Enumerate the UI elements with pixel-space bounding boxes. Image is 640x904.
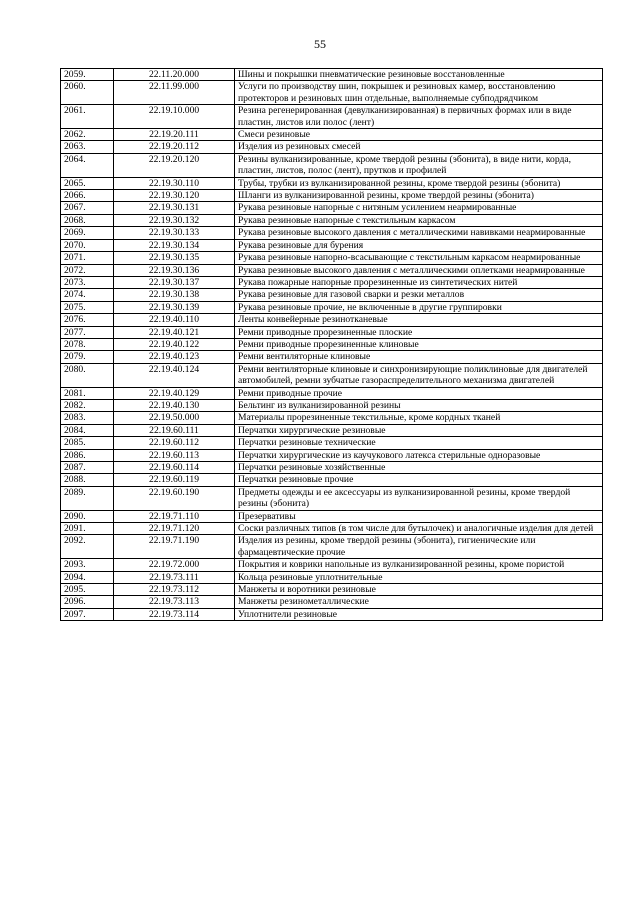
table-row [61, 105, 603, 129]
table-row [61, 387, 603, 399]
table-row [61, 596, 603, 608]
table-row [61, 510, 603, 522]
code-cell: 22.19.30.131 [114, 202, 235, 214]
table-row [61, 523, 603, 535]
code-cell: 22.19.60.111 [114, 424, 235, 436]
table-row [61, 449, 603, 461]
description-cell: Рукава резиновые напорные с текстильным каркасом [235, 214, 603, 226]
code-cell: 22.19.30.133 [114, 227, 235, 239]
description-cell: Рукава резиновые для газовой сварки и резки металлов [235, 289, 603, 301]
description-cell: Резина регенерированная (девулканизированная) в первичных формах или в виде пластин, листов или полос (лент) [235, 105, 603, 129]
code-cell: 22.19.20.111 [114, 129, 235, 141]
table-row [61, 424, 603, 436]
description-cell: Манжеты и воротники резиновые [235, 584, 603, 596]
code-cell: 22.19.20.112 [114, 141, 235, 153]
row-number-cell: 2079. [61, 351, 114, 363]
row-number-cell: 2086. [61, 449, 114, 461]
code-cell: 22.19.20.120 [114, 153, 235, 177]
row-number-cell: 2076. [61, 314, 114, 326]
table-row [61, 190, 603, 202]
description-cell: Ремни приводные прочие [235, 387, 603, 399]
description-cell: Уплотнители резиновые [235, 608, 603, 620]
table-row [61, 462, 603, 474]
code-cell: 22.19.30.135 [114, 252, 235, 264]
row-number-cell: 2066. [61, 190, 114, 202]
code-cell: 22.19.60.114 [114, 462, 235, 474]
row-number-cell: 2077. [61, 326, 114, 338]
code-cell: 22.19.40.130 [114, 399, 235, 411]
description-cell: Изделия из резиновых смесей [235, 141, 603, 153]
description-cell: Рукава резиновые напорные с нитяным усилением неармированные [235, 202, 603, 214]
table-row [61, 474, 603, 486]
code-cell: 22.19.30.136 [114, 264, 235, 276]
table-row [61, 264, 603, 276]
code-cell: 22.19.10.000 [114, 105, 235, 129]
row-number-cell: 2063. [61, 141, 114, 153]
row-number-cell: 2092. [61, 535, 114, 559]
description-cell: Ремни приводные прорезиненные клиновые [235, 338, 603, 350]
row-number-cell: 2070. [61, 239, 114, 251]
table-row [61, 289, 603, 301]
description-cell: Презервативы [235, 510, 603, 522]
table-row [61, 177, 603, 189]
code-cell: 22.19.30.137 [114, 276, 235, 288]
table-row [61, 276, 603, 288]
row-number-cell: 2083. [61, 412, 114, 424]
code-cell: 22.19.40.124 [114, 363, 235, 387]
row-number-cell: 2089. [61, 486, 114, 510]
description-cell: Трубы, трубки из вулканизированной резины, кроме твердой резины (эбонита) [235, 177, 603, 189]
row-number-cell: 2082. [61, 399, 114, 411]
description-cell: Рукава резиновые для бурения [235, 239, 603, 251]
description-cell: Ремни вентиляторные клиновые и синхронизирующие поликлиновые для двигателей автомобилей, ремни зубчатые газораспределительного механизма двигателей [235, 363, 603, 387]
row-number-cell: 2067. [61, 202, 114, 214]
table-row [61, 252, 603, 264]
code-cell: 22.19.72.000 [114, 559, 235, 571]
description-cell: Ремни приводные прорезиненные плоские [235, 326, 603, 338]
table-row [61, 363, 603, 387]
description-cell: Материалы прорезиненные текстильные, кроме кордных тканей [235, 412, 603, 424]
description-cell: Рукава резиновые высокого давления с металлическими навивками неармированные [235, 227, 603, 239]
row-number-cell: 2069. [61, 227, 114, 239]
row-number-cell: 2095. [61, 584, 114, 596]
code-cell: 22.19.60.190 [114, 486, 235, 510]
description-cell: Рукава пожарные напорные прорезиненные из синтетических нитей [235, 276, 603, 288]
row-number-cell: 2072. [61, 264, 114, 276]
description-cell: Перчатки резиновые хозяйственные [235, 462, 603, 474]
code-cell: 22.19.60.113 [114, 449, 235, 461]
row-number-cell: 2060. [61, 81, 114, 105]
code-cell: 22.19.73.111 [114, 571, 235, 583]
table-row [61, 129, 603, 141]
table-row [61, 535, 603, 559]
table-row [61, 314, 603, 326]
code-cell: 22.19.60.119 [114, 474, 235, 486]
code-cell: 22.19.30.139 [114, 301, 235, 313]
code-cell: 22.19.73.114 [114, 608, 235, 620]
classification-table [60, 68, 603, 621]
description-cell: Резины вулканизированные, кроме твердой резины (эбонита), в виде нити, корда, пластин, листов, полос (лент), прутков и профилей [235, 153, 603, 177]
table-row [61, 412, 603, 424]
code-cell: 22.19.30.134 [114, 239, 235, 251]
row-number-cell: 2062. [61, 129, 114, 141]
table-row [61, 608, 603, 620]
code-cell: 22.19.30.120 [114, 190, 235, 202]
table-row [61, 301, 603, 313]
code-cell: 22.19.40.123 [114, 351, 235, 363]
description-cell: Перчатки хирургические резиновые [235, 424, 603, 436]
description-cell: Соски различных типов (в том числе для бутылочек) и аналогичные изделия для детей [235, 523, 603, 535]
code-cell: 22.19.30.110 [114, 177, 235, 189]
description-cell: Услуги по производству шин, покрышек и резиновых камер, восстановлению протекторов и резиновых шин отдельные, выполняемые субподрядчиком [235, 81, 603, 105]
table-row [61, 227, 603, 239]
row-number-cell: 2094. [61, 571, 114, 583]
code-cell: 22.19.30.132 [114, 214, 235, 226]
description-cell: Ленты конвейерные резинотканевые [235, 314, 603, 326]
code-cell: 22.19.73.113 [114, 596, 235, 608]
code-cell: 22.19.71.110 [114, 510, 235, 522]
table-row [61, 81, 603, 105]
row-number-cell: 2073. [61, 276, 114, 288]
description-cell: Предметы одежды и ее аксессуары из вулканизированной резины, кроме твердой резины (эбонита) [235, 486, 603, 510]
description-cell: Шины и покрышки пневматические резиновые восстановленные [235, 69, 603, 81]
code-cell: 22.11.99.000 [114, 81, 235, 105]
description-cell: Кольца резиновые уплотнительные [235, 571, 603, 583]
row-number-cell: 2071. [61, 252, 114, 264]
row-number-cell: 2085. [61, 437, 114, 449]
description-cell: Рукава резиновые прочие, не включенные в другие группировки [235, 301, 603, 313]
row-number-cell: 2061. [61, 105, 114, 129]
description-cell: Перчатки хирургические из каучукового латекса стерильные одноразовые [235, 449, 603, 461]
table-row [61, 399, 603, 411]
table-row [61, 486, 603, 510]
table-row [61, 559, 603, 571]
table-row [61, 437, 603, 449]
code-cell: 22.19.73.112 [114, 584, 235, 596]
code-cell: 22.19.60.112 [114, 437, 235, 449]
row-number-cell: 2065. [61, 177, 114, 189]
row-number-cell: 2097. [61, 608, 114, 620]
code-cell: 22.19.40.122 [114, 338, 235, 350]
code-cell: 22.19.40.110 [114, 314, 235, 326]
table-row [61, 141, 603, 153]
row-number-cell: 2090. [61, 510, 114, 522]
row-number-cell: 2068. [61, 214, 114, 226]
row-number-cell: 2096. [61, 596, 114, 608]
table-row [61, 69, 603, 81]
description-cell: Рукава резиновые напорно-всасывающие с текстильным каркасом неармированные [235, 252, 603, 264]
description-cell: Рукава резиновые высокого давления с металлическими оплетками неармированные [235, 264, 603, 276]
description-cell: Перчатки резиновые прочие [235, 474, 603, 486]
description-cell: Перчатки резиновые технические [235, 437, 603, 449]
row-number-cell: 2093. [61, 559, 114, 571]
table-row [61, 239, 603, 251]
row-number-cell: 2078. [61, 338, 114, 350]
description-cell: Смеси резиновые [235, 129, 603, 141]
table-row [61, 214, 603, 226]
description-cell: Покрытия и коврики напольные из вулканизированной резины, кроме пористой [235, 559, 603, 571]
row-number-cell: 2084. [61, 424, 114, 436]
row-number-cell: 2091. [61, 523, 114, 535]
code-cell: 22.19.71.120 [114, 523, 235, 535]
table-row [61, 584, 603, 596]
table-row [61, 351, 603, 363]
table-row [61, 153, 603, 177]
description-cell: Ремни вентиляторные клиновые [235, 351, 603, 363]
row-number-cell: 2074. [61, 289, 114, 301]
row-number-cell: 2080. [61, 363, 114, 387]
description-cell: Шланги из вулканизированной резины, кроме твердой резины (эбонита) [235, 190, 603, 202]
row-number-cell: 2075. [61, 301, 114, 313]
table-row [61, 338, 603, 350]
table-row [61, 326, 603, 338]
code-cell: 22.19.40.129 [114, 387, 235, 399]
row-number-cell: 2088. [61, 474, 114, 486]
code-cell: 22.19.50.000 [114, 412, 235, 424]
row-number-cell: 2059. [61, 69, 114, 81]
table-body [61, 69, 603, 621]
row-number-cell: 2081. [61, 387, 114, 399]
table-row [61, 571, 603, 583]
code-cell: 22.19.40.121 [114, 326, 235, 338]
code-cell: 22.19.71.190 [114, 535, 235, 559]
row-number-cell: 2087. [61, 462, 114, 474]
code-cell: 22.11.20.000 [114, 69, 235, 81]
page-number: 55 [314, 37, 326, 51]
description-cell: Бельтинг из вулканизированной резины [235, 399, 603, 411]
code-cell: 22.19.30.138 [114, 289, 235, 301]
table-row [61, 202, 603, 214]
description-cell: Изделия из резины, кроме твердой резины (эбонита), гигиенические или фармацевтические прочие [235, 535, 603, 559]
row-number-cell: 2064. [61, 153, 114, 177]
description-cell: Манжеты резинометаллические [235, 596, 603, 608]
